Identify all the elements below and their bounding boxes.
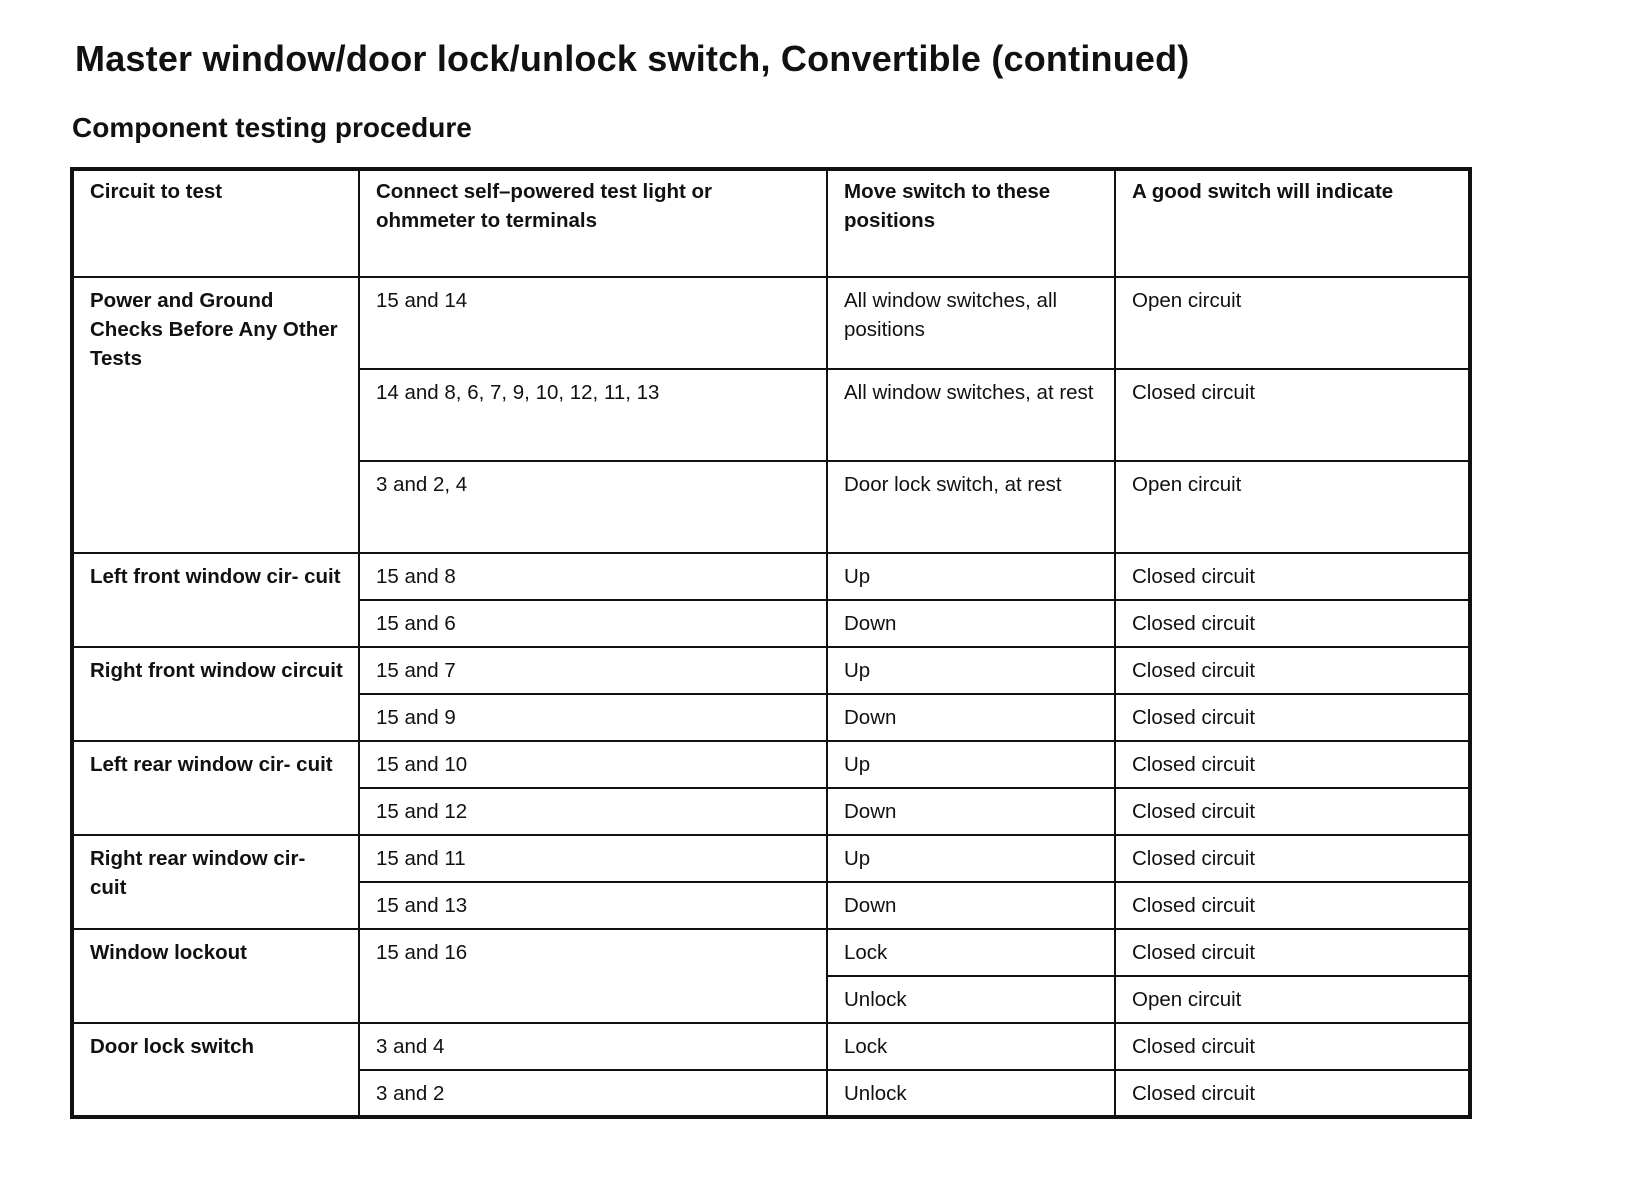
result-cell: Closed circuit	[1115, 741, 1470, 788]
terminals-cell: 15 and 11	[359, 835, 827, 882]
table-row	[72, 647, 1470, 694]
component-testing-table	[70, 167, 1472, 1119]
result-cell: Closed circuit	[1115, 369, 1470, 461]
header-terminals: Connect self–powered test light or ohmmeter to terminals	[359, 169, 827, 277]
position-cell: Unlock	[827, 1070, 1115, 1117]
terminals-cell: 3 and 2	[359, 1070, 827, 1117]
terminals-cell: 15 and 10	[359, 741, 827, 788]
table-row	[72, 741, 1470, 788]
table-header	[72, 169, 1470, 277]
terminals-cell: 3 and 4	[359, 1023, 827, 1070]
header-indication: A good switch will indicate	[1115, 169, 1470, 277]
circuit-cell: Door lock switch	[72, 1023, 359, 1117]
page-title: Master window/door lock/unlock switch, Convertible (continued)	[75, 38, 1190, 79]
circuit-cell: Power and Ground Checks Before Any Other Tests	[72, 277, 359, 553]
position-cell: Up	[827, 741, 1115, 788]
position-cell: Down	[827, 694, 1115, 741]
table-row	[72, 277, 1470, 369]
result-cell: Closed circuit	[1115, 1070, 1470, 1117]
terminals-cell: 15 and 14	[359, 277, 827, 369]
position-cell: Unlock	[827, 976, 1115, 1023]
circuit-cell: Left front window cir- cuit	[72, 553, 359, 647]
terminals-cell: 15 and 9	[359, 694, 827, 741]
result-cell: Open circuit	[1115, 461, 1470, 553]
terminals-cell: 3 and 2, 4	[359, 461, 827, 553]
terminals-cell: 14 and 8, 6, 7, 9, 10, 12, 11, 13	[359, 369, 827, 461]
circuit-cell: Right front window circuit	[72, 647, 359, 741]
terminals-cell: 15 and 7	[359, 647, 827, 694]
position-cell: Down	[827, 882, 1115, 929]
position-cell: Up	[827, 647, 1115, 694]
result-cell: Closed circuit	[1115, 788, 1470, 835]
section-title: Component testing procedure	[72, 112, 472, 143]
result-cell: Closed circuit	[1115, 835, 1470, 882]
header-row	[72, 169, 1470, 277]
result-cell: Closed circuit	[1115, 647, 1470, 694]
result-cell: Closed circuit	[1115, 1023, 1470, 1070]
circuit-cell: Window lockout	[72, 929, 359, 1023]
terminals-cell: 15 and 13	[359, 882, 827, 929]
terminals-cell: 15 and 12	[359, 788, 827, 835]
result-cell: Open circuit	[1115, 976, 1470, 1023]
table-row	[72, 1023, 1470, 1070]
position-cell: Lock	[827, 929, 1115, 976]
position-cell: Down	[827, 788, 1115, 835]
result-cell: Closed circuit	[1115, 600, 1470, 647]
position-cell: All window switches, all positions	[827, 277, 1115, 369]
position-cell: Door lock switch, at rest	[827, 461, 1115, 553]
result-cell: Closed circuit	[1115, 694, 1470, 741]
header-positions: Move switch to these positions	[827, 169, 1115, 277]
table-row	[72, 553, 1470, 600]
circuit-cell: Right rear window cir- cuit	[72, 835, 359, 929]
position-cell: Up	[827, 835, 1115, 882]
position-cell: Lock	[827, 1023, 1115, 1070]
terminals-cell: 15 and 8	[359, 553, 827, 600]
table-body	[72, 277, 1470, 1117]
terminals-cell: 15 and 16	[359, 929, 827, 1023]
result-cell: Closed circuit	[1115, 553, 1470, 600]
position-cell: Up	[827, 553, 1115, 600]
table-row	[72, 929, 1470, 976]
terminals-cell: 15 and 6	[359, 600, 827, 647]
result-cell: Closed circuit	[1115, 882, 1470, 929]
result-cell: Open circuit	[1115, 277, 1470, 369]
position-cell: All window switches, at rest	[827, 369, 1115, 461]
circuit-cell: Left rear window cir- cuit	[72, 741, 359, 835]
result-cell: Closed circuit	[1115, 929, 1470, 976]
header-circuit: Circuit to test	[72, 169, 359, 277]
table-row	[72, 835, 1470, 882]
position-cell: Down	[827, 600, 1115, 647]
